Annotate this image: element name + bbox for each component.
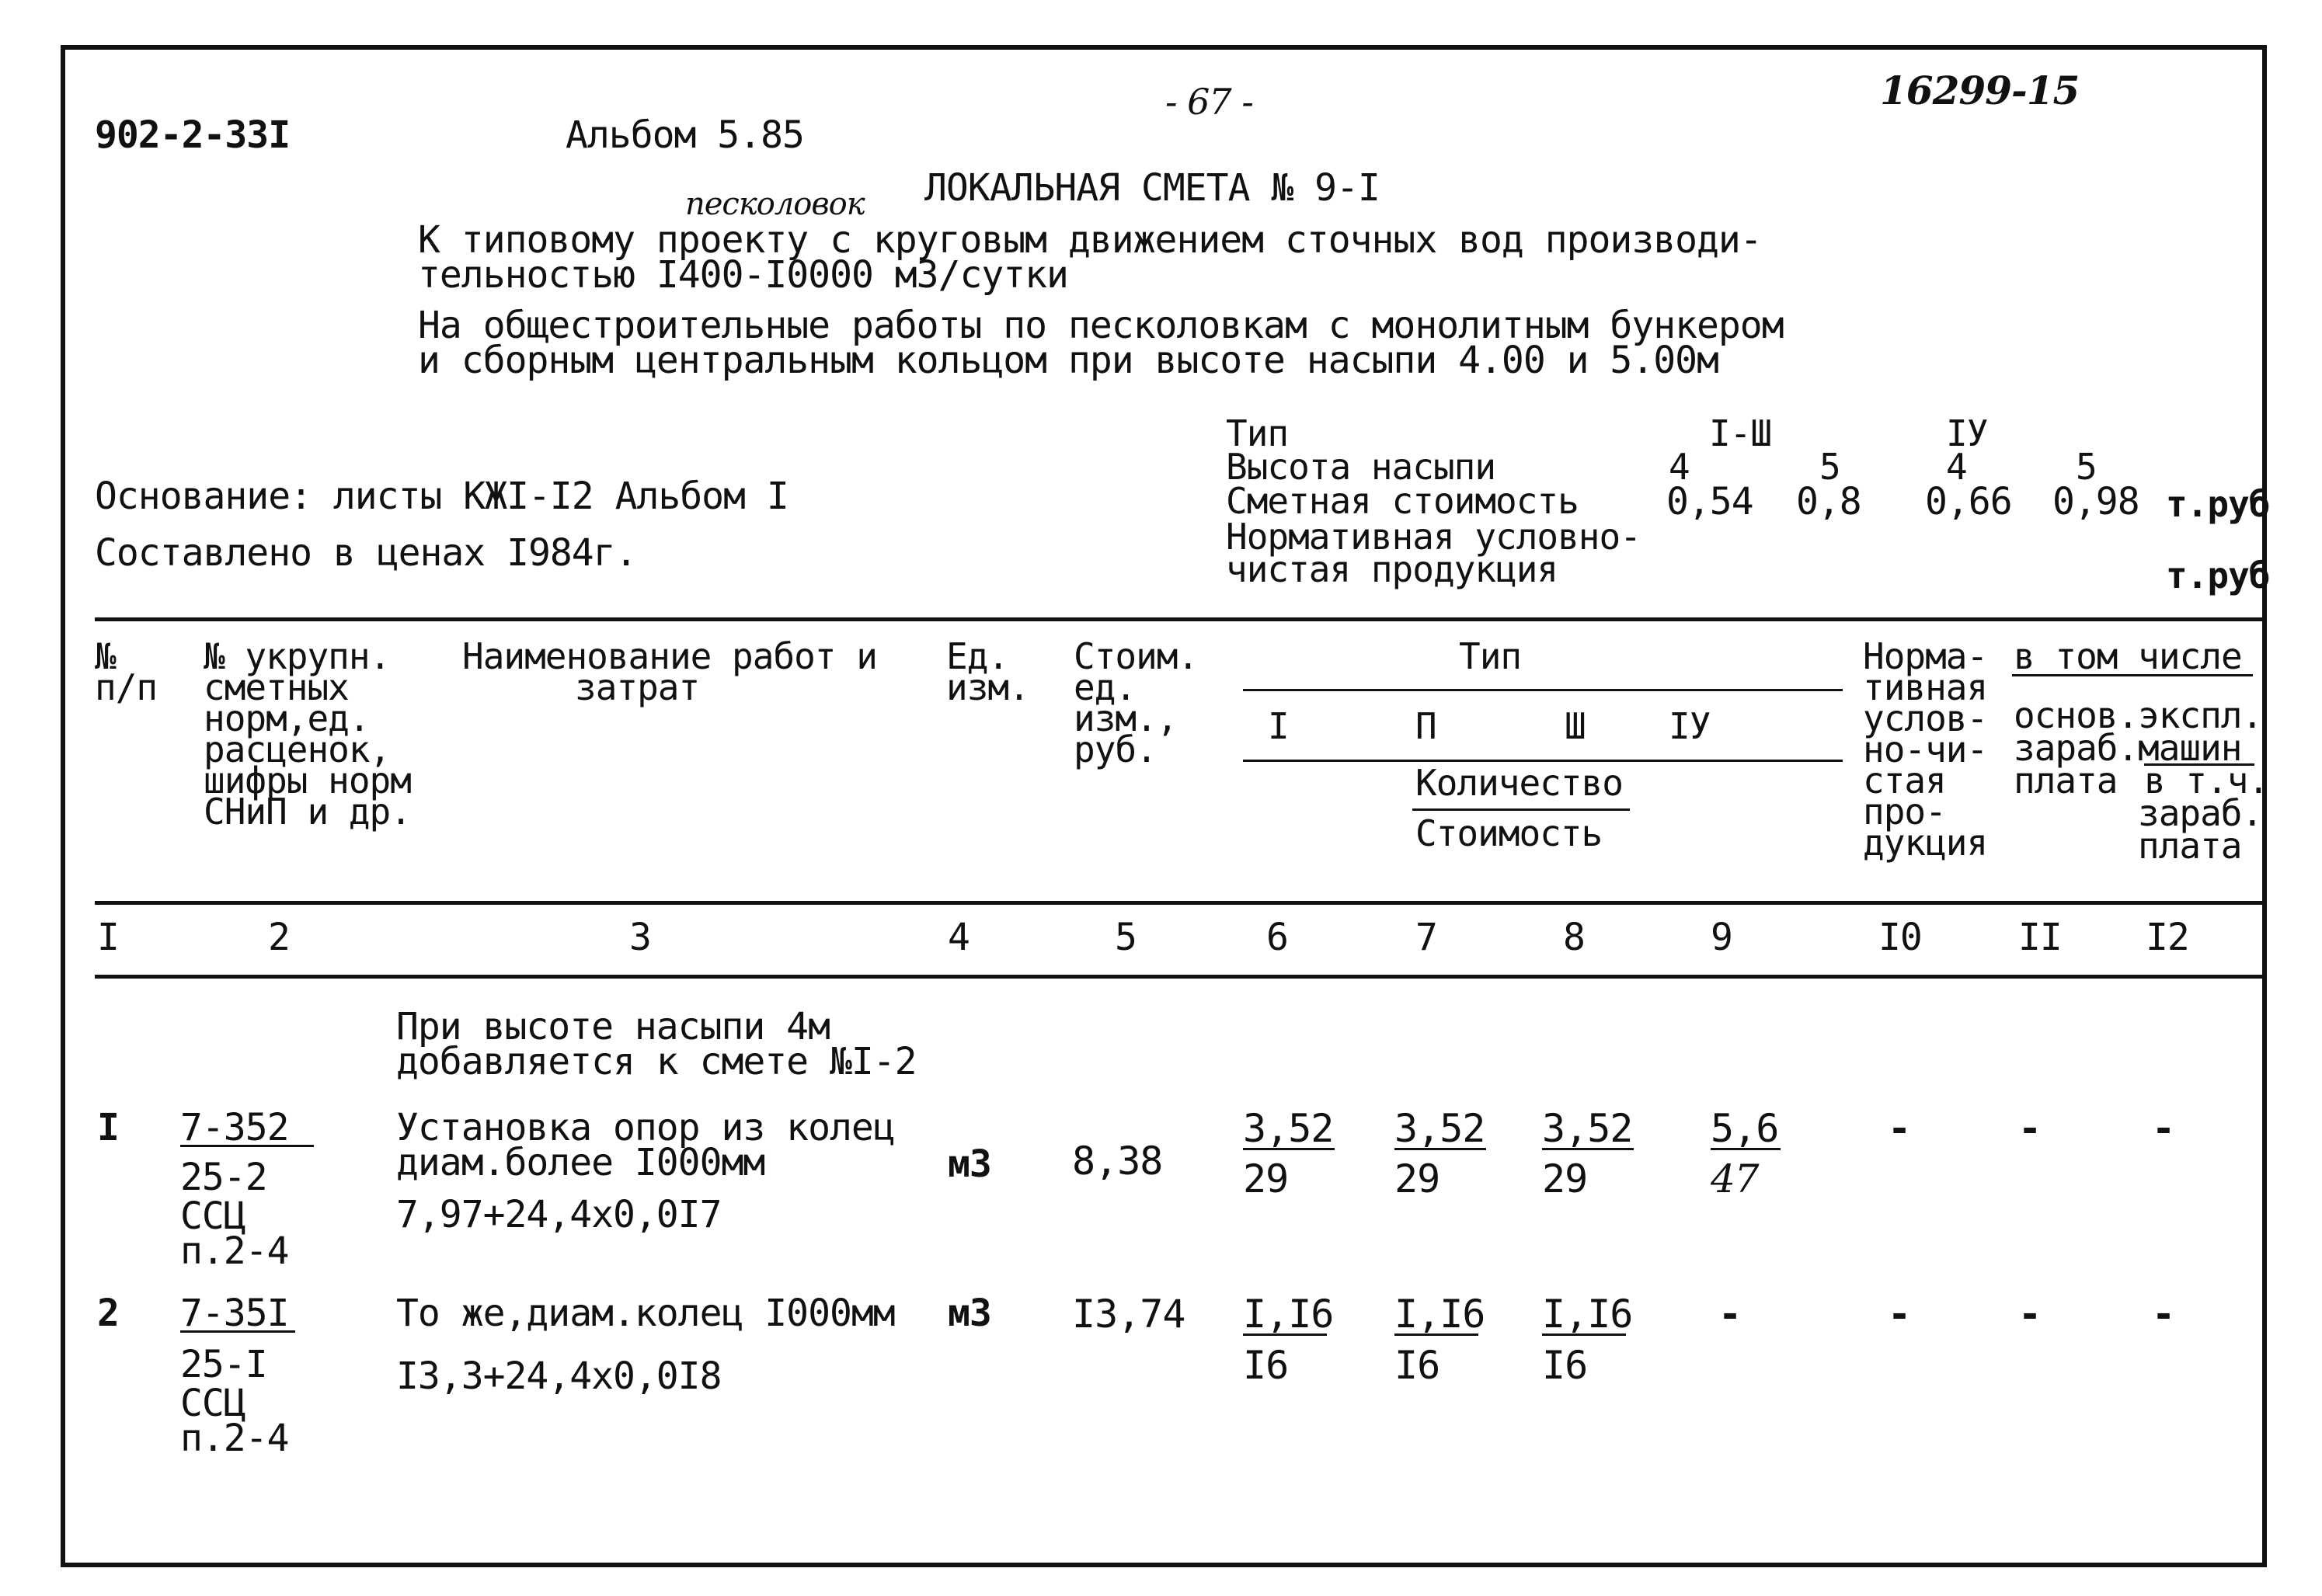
row1-code-sub1: 25-2	[180, 1156, 267, 1199]
col-num-4: 4	[948, 916, 970, 959]
hdr-col10-line4: но-чи-	[1863, 728, 1988, 770]
summary-type-label: Тип	[1226, 412, 1289, 454]
summary-height-4: 5	[2076, 446, 2097, 488]
row2-code-underline	[180, 1330, 295, 1333]
row2-code-sub2: ССЦ	[180, 1382, 245, 1425]
hdr-incl-label: в том числе	[2014, 635, 2242, 677]
hdr-col5-line3: изм.,	[1074, 697, 1178, 739]
row2-qty-3: I,I6	[1542, 1292, 1633, 1337]
row2-cost-1: I6	[1243, 1343, 1289, 1388]
row1-cost-2: 29	[1394, 1156, 1440, 1201]
hdr-col10-line5: стая	[1863, 760, 1946, 801]
col-num-11: II	[2018, 916, 2062, 959]
summary-height-1: 4	[1669, 446, 1690, 488]
row1-name-line2: диам.более I000мм	[396, 1141, 765, 1184]
row2-col10: -	[1888, 1292, 1911, 1337]
row1-name-line1: Установка опор из колец	[396, 1106, 895, 1149]
hdr-col2-line6: СНиП и др.	[204, 791, 411, 833]
row2-col11: -	[2018, 1292, 2042, 1337]
hdr-type-3: Ш	[1565, 705, 1586, 747]
row2-qty-2-underline	[1394, 1333, 1478, 1336]
row1-cost-4: 47	[1711, 1156, 1759, 1201]
summary-height-2: 5	[1819, 446, 1840, 488]
row2-col12: -	[2152, 1292, 2175, 1337]
row2-qty-3-underline	[1542, 1333, 1626, 1336]
qty-cost-divider	[1412, 808, 1630, 811]
col-num-7: 7	[1415, 916, 1437, 959]
hdr-col2-line1: № укрупн.	[204, 635, 391, 677]
hdr-type-group: Тип	[1459, 635, 1522, 677]
row2-qty-4: -	[1718, 1292, 1742, 1337]
hdr-col12-line4: зараб.	[2138, 792, 2263, 834]
table-top-rule	[95, 617, 2267, 621]
hdr-col1-line2: п/п	[95, 666, 158, 708]
summary-height-3: 4	[1946, 446, 1967, 488]
subtitle-line-1: К типовому проекту с круговым движением сточных вод производи-	[418, 218, 1762, 262]
page-number: - 67 -	[1165, 81, 1253, 123]
row2-qty-1: I,I6	[1243, 1292, 1334, 1337]
hdr-col10-line1: Норма-	[1863, 635, 1988, 677]
estimate-title: ЛОКАЛЬНАЯ СМЕТА № 9-I	[924, 166, 1380, 210]
row1-col11: -	[2018, 1106, 2042, 1151]
row1-cost-3: 29	[1542, 1156, 1588, 1201]
hdr-col12-line1: экспл.	[2138, 694, 2263, 736]
summary-cost-label: Сметная стоимость	[1226, 480, 1579, 522]
row1-code-underline	[180, 1145, 314, 1147]
hdr-col11-line1: основ.	[2014, 694, 2139, 736]
hdr-col2-line2: сметных	[204, 666, 349, 708]
hdr-col12-line3: в т.ч.	[2144, 760, 2269, 801]
row1-num: I	[97, 1106, 119, 1149]
summary-type-1: I-Ш	[1709, 412, 1772, 454]
row1-cost-1: 29	[1243, 1156, 1289, 1201]
summary-norm-unit: т.руб	[2166, 555, 2270, 596]
row2-code: 7-35I	[180, 1292, 289, 1335]
row2-cost-3: I6	[1542, 1343, 1588, 1388]
hdr-col10-line6: про-	[1863, 791, 1946, 833]
basis-text: Основание: листы КЖI-I2 Альбом I	[95, 475, 789, 518]
row1-qty-3: 3,52	[1542, 1106, 1633, 1151]
album-label: Альбом 5.85	[566, 113, 804, 157]
row2-qty-1-underline	[1243, 1333, 1327, 1336]
summary-cost-1: 0,54	[1666, 480, 1753, 523]
row2-num: 2	[97, 1292, 119, 1335]
hdr-qty-label: Количество	[1415, 762, 1623, 804]
col-num-1: I	[97, 916, 119, 959]
summary-norm-label-1: Нормативная условно-	[1226, 516, 1641, 558]
row1-qty-4-underline	[1711, 1148, 1781, 1150]
row2-qty-2: I,I6	[1394, 1292, 1485, 1337]
summary-cost-unit: т.руб	[2166, 483, 2270, 525]
row2-formula: I3,3+24,4x0,0I8	[396, 1354, 722, 1398]
type-group-rule	[1243, 689, 1843, 691]
handwritten-insert: песколовок	[685, 186, 865, 222]
hdr-col2-line3: норм,ед.	[204, 697, 370, 739]
col-num-3: 3	[629, 916, 651, 959]
section-note-line1: При высоте насыпи 4м	[396, 1005, 830, 1048]
summary-cost-2: 0,8	[1796, 480, 1861, 523]
hdr-col10-line7: дукция	[1863, 822, 1988, 864]
hdr-col10-line3: услов-	[1863, 697, 1988, 739]
summary-cost-3: 0,66	[1925, 480, 2012, 523]
hdr-col1-line1: №	[95, 635, 116, 677]
col-num-9: 9	[1711, 916, 1732, 959]
row1-qty-3-underline	[1542, 1148, 1634, 1150]
prices-text: Составлено в ценах I984г.	[95, 531, 637, 575]
hdr-col10-line2: тивная	[1863, 666, 1988, 708]
table-numbers-rule	[95, 975, 2267, 979]
row1-qty-1-underline	[1243, 1148, 1335, 1150]
row1-col10: -	[1888, 1106, 1911, 1151]
hdr-col12-line2: машин	[2138, 727, 2242, 769]
hdr-col11-line3: плата	[2014, 760, 2118, 801]
row1-qty-2: 3,52	[1394, 1106, 1485, 1151]
row2-code-sub1: 25-I	[180, 1343, 267, 1386]
row2-unit: м3	[948, 1292, 991, 1335]
row1-qty-4: 5,6	[1711, 1106, 1779, 1151]
hdr-col2-line4: расценок,	[204, 728, 391, 770]
row2-name-line1: То же,диам.колец I000мм	[396, 1292, 895, 1335]
row1-unit: м3	[948, 1142, 991, 1186]
subtitle-line-2: тельностью I400-I0000 м3/сутки	[418, 253, 1068, 297]
row2-cost-2: I6	[1394, 1343, 1440, 1388]
row1-code-sub3: п.2-4	[180, 1229, 289, 1273]
row1-code: 7-352	[180, 1106, 289, 1149]
row1-price: 8,38	[1072, 1139, 1163, 1184]
summary-height-label: Высота насыпи	[1226, 446, 1496, 488]
col-num-5: 5	[1115, 916, 1137, 959]
hdr-type-2: П	[1415, 705, 1436, 747]
hdr-col2-line5: шифры норм	[204, 760, 411, 801]
row1-col12: -	[2152, 1106, 2175, 1151]
document-number: 16299-15	[1880, 68, 2080, 113]
summary-cost-4: 0,98	[2052, 480, 2139, 523]
col-num-6: 6	[1266, 916, 1288, 959]
row2-price: I3,74	[1072, 1292, 1185, 1337]
row2-code-sub3: п.2-4	[180, 1417, 289, 1460]
col-num-10: I0	[1878, 916, 1922, 959]
description-line-2: и сборным центральным кольцом при высоте насыпи 4.00 и 5.00м	[418, 339, 1718, 382]
description-line-1: На общестроительные работы по песколовкам с монолитным бункером	[418, 304, 1784, 347]
row1-code-sub2: ССЦ	[180, 1194, 245, 1238]
hdr-col11-line2: зараб.	[2014, 727, 2139, 769]
hdr-col4-line1: Ед.	[946, 635, 1009, 677]
row1-qty-2-underline	[1394, 1148, 1486, 1150]
hdr-col5-line2: ед.	[1074, 666, 1137, 708]
hdr-col3-line2: затрат	[575, 666, 700, 708]
doc-code: 902-2-33I	[95, 113, 291, 157]
summary-type-2: IУ	[1946, 412, 1988, 454]
row1-formula: 7,97+24,4x0,0I7	[396, 1193, 722, 1236]
hdr-cost-label: Стоимость	[1415, 812, 1603, 854]
section-note-line2: добавляется к смете №I-2	[396, 1040, 917, 1083]
col-num-12: I2	[2146, 916, 2189, 959]
summary-norm-label-2: чистая продукция	[1226, 548, 1558, 590]
row1-qty-1: 3,52	[1243, 1106, 1334, 1151]
col-num-8: 8	[1563, 916, 1585, 959]
hdr-col12-line5: плата	[2138, 825, 2242, 867]
col-num-2: 2	[268, 916, 290, 959]
table-header-rule	[95, 901, 2267, 905]
hdr-type-1: I	[1268, 705, 1289, 747]
hdr-col4-line2: изм.	[946, 666, 1029, 708]
hdr-col3-line1: Наименование работ и	[462, 635, 877, 677]
hdr-col5-line4: руб.	[1074, 728, 1157, 770]
hdr-col5-line1: Стоим.	[1074, 635, 1199, 677]
hdr-type-4: IУ	[1669, 705, 1711, 747]
